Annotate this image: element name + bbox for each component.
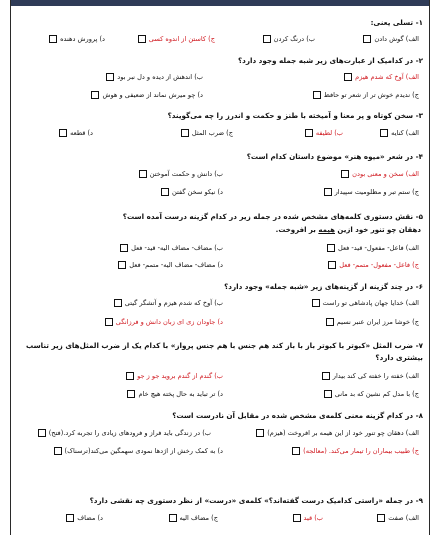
checkbox[interactable]	[328, 261, 336, 269]
checkbox[interactable]	[322, 372, 330, 380]
question-6-row-2	[15, 318, 423, 327]
question-1-options	[15, 35, 423, 44]
checkbox[interactable]	[256, 429, 264, 437]
q6-option-a[interactable]: الف) خدایا جهان پادشاهی تو راست	[309, 299, 419, 307]
q2-option-d[interactable]: د) چو میرش نماند از ضعیفی و هوش	[88, 91, 203, 99]
q8-option-d[interactable]: د) به کمک رخش از اژدها نمودی سهمگین می‌کند(ترسناک)	[51, 447, 223, 455]
question-9-options	[15, 514, 423, 523]
checkbox[interactable]	[292, 447, 300, 455]
q3-option-b[interactable]: ب) لطیفه	[302, 129, 343, 137]
question-3-title: ۳- سخن کوتاه و پر معنا و آمیخته با طنز و حکمت و اندرز را چه می‌گویند؟	[167, 111, 423, 120]
checkbox[interactable]	[38, 429, 46, 437]
question-9-title: ۹- در جمله «راستی کدامیک درست گفته‌اند؟» کلمه‌ی «درست» از نظر دستوری چه نقشی دارد؟	[89, 496, 423, 505]
checkbox[interactable]	[263, 35, 271, 43]
question-6-row-1	[15, 299, 423, 308]
checkbox[interactable]	[138, 35, 146, 43]
question-5-title: ۵- نقش دستوری کلمه‌های مشخص شده در جمله زیر در کدام گزینه درست آمده است؟	[122, 212, 423, 221]
q9-option-c[interactable]: ج) مضاف الیه	[166, 514, 218, 522]
q7-option-d[interactable]: د) تر تباید به حال پخته هیچ خام	[124, 390, 223, 398]
q8-option-a[interactable]: الف) دهقان چو تنور خود از این هیمه بر افروخت (هیزم)	[253, 429, 419, 437]
checkbox[interactable]	[49, 35, 57, 43]
checkbox[interactable]	[161, 188, 169, 196]
question-7-title: ۷- ضرب المثل «کبوتر با کبوتر باز با باز کند هم جنس با هم جنس پرواز» با کدام یک از ضرب المثل‌های زیر تناسب بیشتری دارد؟	[26, 341, 423, 362]
q2-option-c[interactable]: ج) ندیدم خوش تر از شعر تو حافظ	[310, 91, 419, 99]
q4-option-a[interactable]: الف) سخن و معنی بودن	[338, 170, 419, 178]
checkbox[interactable]	[305, 129, 313, 137]
question-7-row-1	[15, 372, 423, 381]
checkbox[interactable]	[126, 372, 134, 380]
question-4-row-1	[15, 170, 423, 179]
q1-option-a[interactable]: الف) گوش دادن	[360, 35, 419, 43]
question-2-row-1	[15, 73, 423, 82]
question-4-title: ۴- در شعر «میوه هنر» موضوع داستان کدام است؟	[246, 152, 423, 161]
question-5-row-1	[15, 244, 423, 253]
checkbox[interactable]	[118, 261, 126, 269]
underlined-word: هیمه	[318, 226, 335, 234]
checkbox[interactable]	[169, 514, 177, 522]
question-5-row-2	[15, 261, 423, 270]
question-8-row-1	[15, 429, 423, 438]
question-4-row-2	[15, 188, 423, 197]
checkbox[interactable]	[313, 91, 321, 99]
q5-option-a[interactable]: الف) فاعل- مفعول- قید- فعل	[324, 244, 419, 252]
q4-option-b[interactable]: ب) دانش و حکمت آموختن	[136, 170, 223, 178]
q3-option-d[interactable]: د) قطعه	[56, 129, 93, 137]
exam-sheet	[10, 0, 430, 535]
checkbox[interactable]	[344, 73, 352, 81]
checkbox[interactable]	[120, 244, 128, 252]
q9-option-d[interactable]: د) مضاف	[63, 514, 103, 522]
checkbox[interactable]	[106, 73, 114, 81]
q1-option-b[interactable]: ب) درنگ کردن	[260, 35, 315, 43]
question-6-title: ۶- در چند گزینه از گزینه‌های زیر «شبه جمله» وجود دارد؟	[224, 282, 423, 291]
question-7-row-2	[15, 390, 423, 399]
checkbox[interactable]	[127, 390, 135, 398]
q4-option-c[interactable]: ج) ستم تبر و مظلومیت سپیدار	[321, 188, 419, 196]
q1-option-d[interactable]: د) پرورش دهنده	[46, 35, 105, 43]
q8-option-c[interactable]: ج) طبیب بیماران را تیمار می‌کند. (معالجه)	[289, 447, 419, 455]
checkbox[interactable]	[341, 170, 349, 178]
question-2-title: ۲- در کدامیک از عبارت‌های زیر شبه جمله وجود دارد؟	[238, 56, 423, 65]
checkbox[interactable]	[54, 447, 62, 455]
checkbox[interactable]	[59, 129, 67, 137]
q2-option-b[interactable]: ب) اندهش از دیده و دل نبر بود	[103, 73, 203, 81]
q6-option-c[interactable]: ج) خوشا مرز ایران عنبر نسیم	[323, 318, 419, 326]
question-5-sentence: دهقان چو تنور خود ازین هیمه بر افروخت.	[275, 226, 421, 234]
checkbox[interactable]	[326, 318, 334, 326]
q8-option-b[interactable]: ب) در زندگی باید فراز و فرودهای زیادی را تجربه کرد.(فتح)	[35, 429, 211, 437]
q7-option-b[interactable]: ب) گندم از گندم بروید جو ز جو	[123, 372, 223, 380]
checkbox[interactable]	[91, 91, 99, 99]
checkbox[interactable]	[312, 299, 320, 307]
q6-option-b[interactable]: ب) آوخ که شدم هیزم و آتشگر گیتی	[111, 299, 223, 307]
q3-option-a[interactable]: الف) کنایه	[377, 129, 419, 137]
top-band	[11, 0, 429, 6]
question-8-title: ۸- در کدام گزینه معنی کلمه‌ی مشخص شده در مقابل آن نادرست است؟	[172, 411, 423, 420]
question-3-options	[15, 129, 423, 138]
checkbox[interactable]	[105, 318, 113, 326]
q2-option-a[interactable]: الف) آوخ که شدم هیزم	[341, 73, 419, 81]
checkbox[interactable]	[324, 390, 332, 398]
q3-option-c[interactable]: ج) ضرب المثل	[178, 129, 233, 137]
q9-option-b[interactable]: ب) قید	[290, 514, 323, 522]
q5-option-d[interactable]: د) مضاف- مضاف الیه- متمم- فعل	[115, 261, 223, 269]
q6-option-d[interactable]: د) جاودان زی ای زبان دانش و فرزانگی	[102, 318, 223, 326]
question-1-title: ۱- تسلی یعنی:	[370, 18, 423, 27]
q7-option-a[interactable]: الف) خفته را خفته کی کند بیدار	[319, 372, 419, 380]
checkbox[interactable]	[66, 514, 74, 522]
q5-option-b[interactable]: ب) مضاف- مضاف الیه- قید- فعل	[117, 244, 223, 252]
checkbox[interactable]	[377, 514, 385, 522]
checkbox[interactable]	[324, 188, 332, 196]
question-2-row-2	[15, 91, 423, 100]
checkbox[interactable]	[114, 299, 122, 307]
q5-option-c[interactable]: ج) فاعل- مفعول- متمم- فعل	[325, 261, 419, 269]
q9-option-a[interactable]: الف) صفت	[374, 514, 419, 522]
checkbox[interactable]	[380, 129, 388, 137]
checkbox[interactable]	[139, 170, 147, 178]
checkbox[interactable]	[327, 244, 335, 252]
q7-option-c[interactable]: ج) با مدل کم نشین که بد مانی	[321, 390, 419, 398]
checkbox[interactable]	[293, 514, 301, 522]
q1-option-c[interactable]: ج) کاستن از اندوه کسی	[135, 35, 215, 43]
question-8-row-2	[15, 447, 423, 456]
checkbox[interactable]	[363, 35, 371, 43]
q4-option-d[interactable]: د) نیکو سخن گفتن	[158, 188, 223, 196]
checkbox[interactable]	[181, 129, 189, 137]
